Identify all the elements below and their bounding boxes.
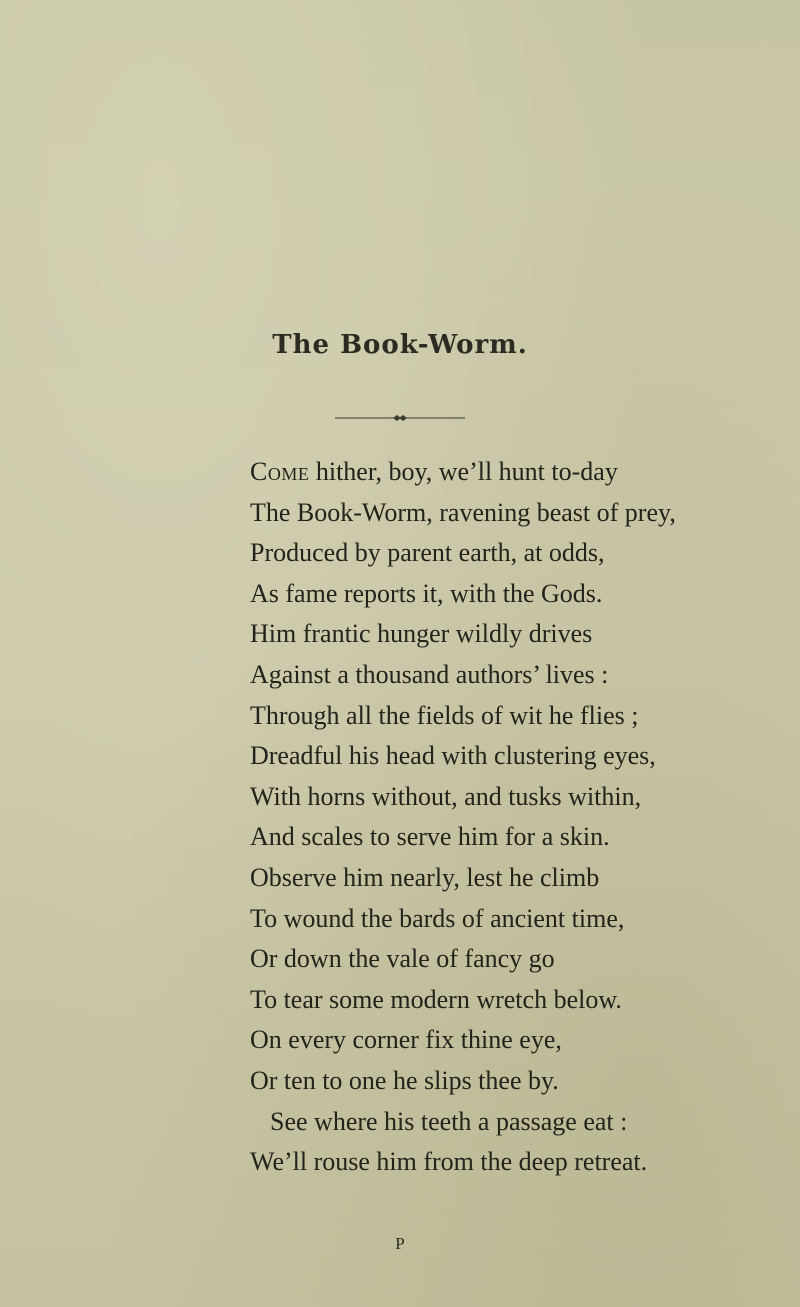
poem-line: Observe him nearly, lest he climb <box>250 862 600 892</box>
poem-line: And scales to serve him for a skin. <box>250 822 610 852</box>
poem-line: As fame reports it, with the Gods. <box>250 578 603 608</box>
poem-line: Through all the fields of wit he flies ; <box>250 700 639 730</box>
poem-line: Against a thousand authors’ lives : <box>250 659 609 689</box>
poem-line: We’ll rouse him from the deep retreat. <box>250 1147 648 1177</box>
poem-line: Him frantic hunger wildly drives <box>250 619 593 649</box>
rule-ornament-icon <box>335 412 465 424</box>
poem-line: To wound the bards of ancient time, <box>250 903 625 933</box>
poem-first-line-text: hither, boy, we’ll hunt to-day <box>309 457 618 486</box>
poem-line: On every corner fix thine eye, <box>250 1025 562 1055</box>
poem-line: To tear some modern wretch below. <box>250 984 622 1014</box>
page-signature: P <box>395 1234 405 1253</box>
poem-line: Or down the vale of fancy go <box>250 944 555 974</box>
poem-line: Produced by parent earth, at odds, <box>250 538 605 568</box>
poem-line: Or ten to one he slips thee by. <box>250 1065 559 1095</box>
poem-line: The Book-Worm, ravening beast of prey, <box>250 497 676 527</box>
poem-line <box>250 452 790 493</box>
poem-body <box>250 452 790 1183</box>
poem-line: With horns without, and tusks within, <box>250 781 642 811</box>
title-ornament-rule <box>0 412 800 424</box>
poem-line: Dreadful his head with clustering eyes, <box>250 741 656 771</box>
poem-title: The Book-Worm. <box>272 330 528 360</box>
poem-line: See where his teeth a passage eat : <box>270 1106 628 1136</box>
poem-first-word: Come <box>250 457 310 486</box>
